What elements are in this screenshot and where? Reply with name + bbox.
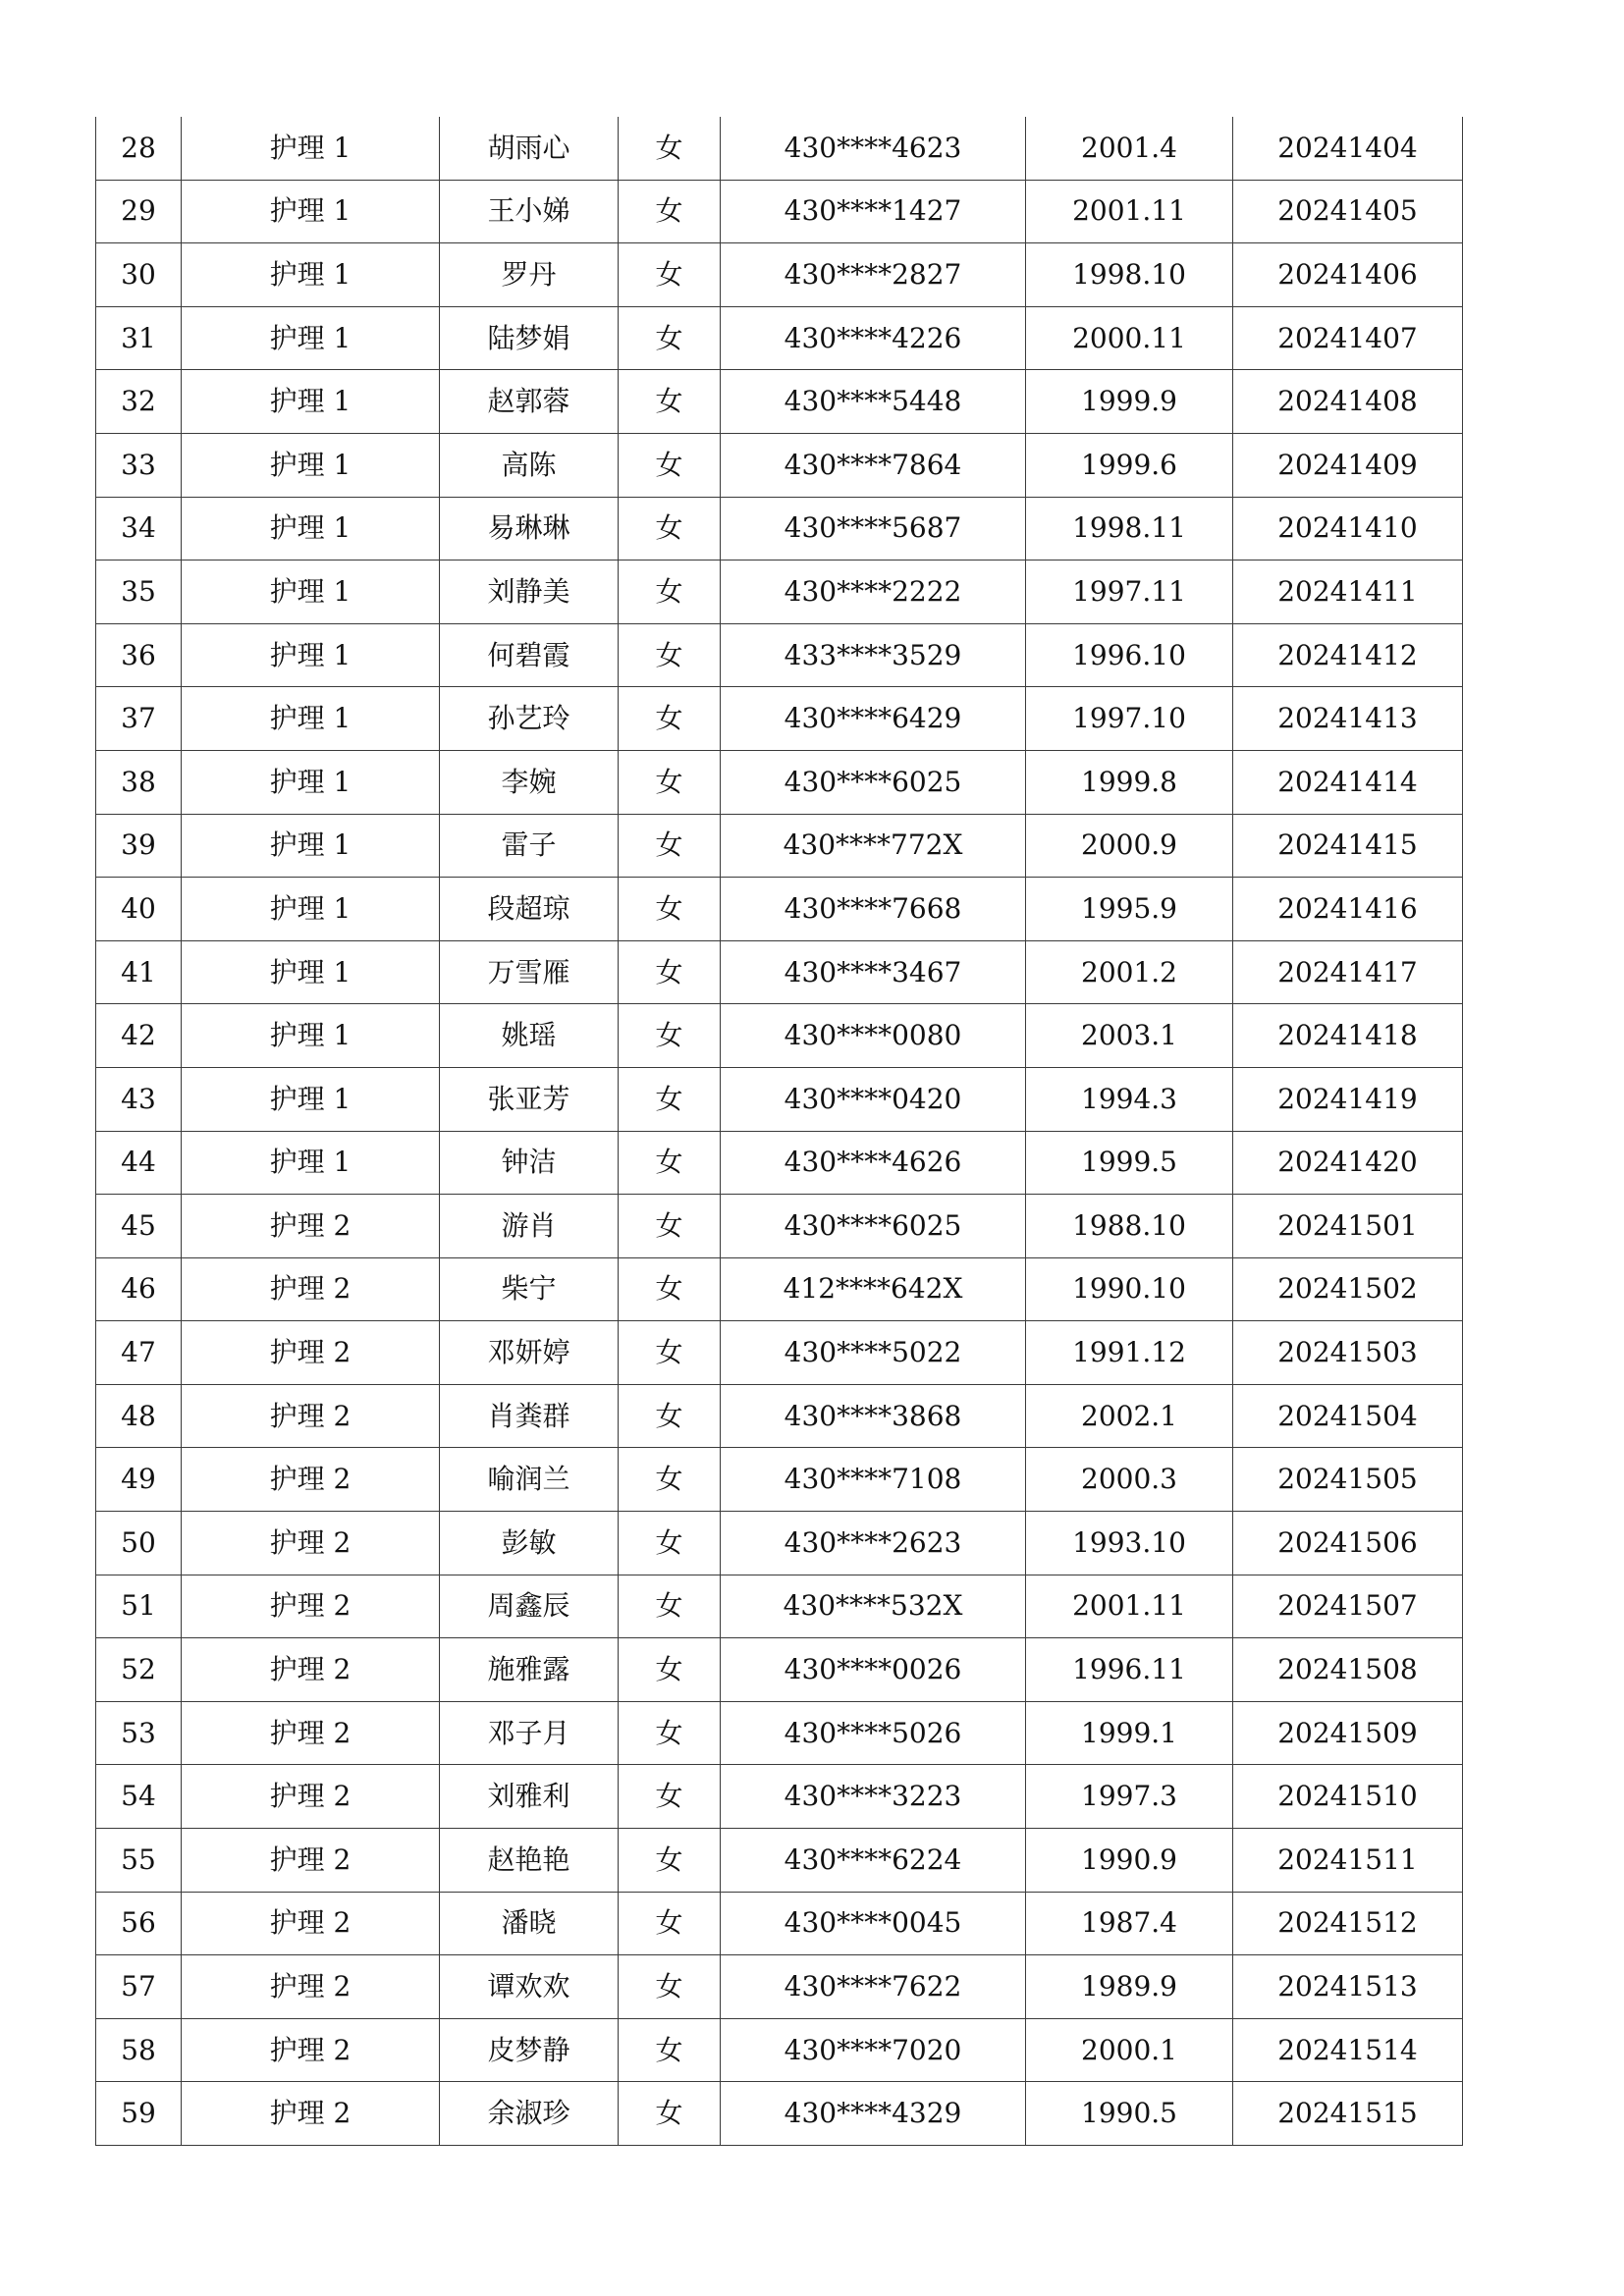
cell-number: 50 [96,1512,182,1575]
table-row [96,180,1463,243]
cell-name: 万雪雁 [440,940,619,1004]
cell-name: 罗丹 [440,243,619,307]
cell-ticket-number: 20241510 [1233,1765,1463,1829]
table-row [96,1955,1463,2019]
cell-name: 孙艺玲 [440,687,619,751]
cell-position: 护理 2 [182,1257,440,1321]
cell-id-number: 430****7622 [721,1955,1026,2019]
cell-birth-date: 1988.10 [1026,1195,1233,1258]
cell-birth-date: 1997.10 [1026,687,1233,751]
cell-ticket-number: 20241417 [1233,940,1463,1004]
cell-position: 护理 1 [182,1004,440,1068]
cell-id-number: 430****2222 [721,561,1026,624]
cell-id-number: 430****0420 [721,1067,1026,1131]
table-row [96,814,1463,878]
cell-gender: 女 [619,561,721,624]
cell-birth-date: 1990.5 [1026,2082,1233,2146]
cell-name: 胡雨心 [440,117,619,180]
cell-birth-date: 1990.9 [1026,1829,1233,1893]
table-row [96,243,1463,307]
cell-ticket-number: 20241502 [1233,1257,1463,1321]
cell-name: 余淑珍 [440,2082,619,2146]
cell-ticket-number: 20241412 [1233,623,1463,687]
cell-position: 护理 1 [182,1131,440,1195]
cell-id-number: 433****3529 [721,623,1026,687]
cell-name: 王小娣 [440,180,619,243]
cell-name: 肖粪群 [440,1384,619,1448]
cell-number: 33 [96,433,182,497]
table-row [96,1829,1463,1893]
cell-number: 41 [96,940,182,1004]
cell-id-number: 430****5026 [721,1701,1026,1765]
cell-gender: 女 [619,1955,721,2019]
cell-name: 高陈 [440,433,619,497]
cell-gender: 女 [619,623,721,687]
cell-name: 刘静美 [440,561,619,624]
cell-gender: 女 [619,687,721,751]
cell-number: 52 [96,1638,182,1702]
cell-name: 赵郭蓉 [440,370,619,434]
table-row [96,1067,1463,1131]
cell-gender: 女 [619,814,721,878]
cell-ticket-number: 20241414 [1233,750,1463,814]
cell-name: 赵艳艳 [440,1829,619,1893]
cell-id-number: 430****5022 [721,1321,1026,1385]
cell-id-number: 430****2827 [721,243,1026,307]
cell-id-number: 430****4623 [721,117,1026,180]
cell-id-number: 430****5448 [721,370,1026,434]
cell-id-number: 430****5687 [721,497,1026,561]
cell-position: 护理 1 [182,623,440,687]
cell-gender: 女 [619,2082,721,2146]
cell-name: 喻润兰 [440,1448,619,1512]
cell-number: 47 [96,1321,182,1385]
table-row [96,1512,1463,1575]
cell-gender: 女 [619,1701,721,1765]
cell-gender: 女 [619,1004,721,1068]
cell-id-number: 430****3467 [721,940,1026,1004]
cell-number: 36 [96,623,182,687]
cell-gender: 女 [619,2018,721,2082]
cell-position: 护理 2 [182,1765,440,1829]
cell-id-number: 430****2623 [721,1512,1026,1575]
table-row [96,370,1463,434]
cell-ticket-number: 20241408 [1233,370,1463,434]
cell-ticket-number: 20241512 [1233,1892,1463,1955]
cell-birth-date: 2001.4 [1026,117,1233,180]
cell-name: 雷子 [440,814,619,878]
cell-name: 邓子月 [440,1701,619,1765]
cell-number: 34 [96,497,182,561]
cell-id-number: 430****6224 [721,1829,1026,1893]
table-row [96,623,1463,687]
cell-position: 护理 2 [182,2018,440,2082]
cell-number: 51 [96,1575,182,1638]
table-row [96,1321,1463,1385]
cell-birth-date: 1998.11 [1026,497,1233,561]
cell-name: 潘晓 [440,1892,619,1955]
cell-ticket-number: 20241501 [1233,1195,1463,1258]
cell-number: 29 [96,180,182,243]
cell-ticket-number: 20241419 [1233,1067,1463,1131]
cell-number: 38 [96,750,182,814]
cell-position: 护理 1 [182,433,440,497]
cell-number: 49 [96,1448,182,1512]
cell-birth-date: 2001.2 [1026,940,1233,1004]
cell-birth-date: 1987.4 [1026,1892,1233,1955]
table-row [96,306,1463,370]
cell-id-number: 430****772X [721,814,1026,878]
cell-number: 56 [96,1892,182,1955]
table-row [96,1638,1463,1702]
cell-number: 43 [96,1067,182,1131]
cell-ticket-number: 20241409 [1233,433,1463,497]
cell-number: 55 [96,1829,182,1893]
cell-gender: 女 [619,1892,721,1955]
cell-name: 谭欢欢 [440,1955,619,2019]
cell-position: 护理 1 [182,370,440,434]
cell-number: 30 [96,243,182,307]
cell-id-number: 430****7108 [721,1448,1026,1512]
cell-id-number: 430****0045 [721,1892,1026,1955]
cell-gender: 女 [619,1638,721,1702]
cell-name: 施雅露 [440,1638,619,1702]
cell-position: 护理 2 [182,1638,440,1702]
cell-birth-date: 1999.1 [1026,1701,1233,1765]
table-row [96,561,1463,624]
cell-birth-date: 2003.1 [1026,1004,1233,1068]
cell-id-number: 430****1427 [721,180,1026,243]
table-row [96,1448,1463,1512]
cell-position: 护理 1 [182,814,440,878]
cell-id-number: 430****7020 [721,2018,1026,2082]
cell-birth-date: 1996.10 [1026,623,1233,687]
cell-gender: 女 [619,878,721,941]
cell-number: 39 [96,814,182,878]
cell-ticket-number: 20241508 [1233,1638,1463,1702]
cell-position: 护理 1 [182,1067,440,1131]
table-row [96,1701,1463,1765]
cell-birth-date: 1991.12 [1026,1321,1233,1385]
table-row [96,1257,1463,1321]
cell-gender: 女 [619,117,721,180]
cell-number: 57 [96,1955,182,2019]
cell-gender: 女 [619,1067,721,1131]
cell-ticket-number: 20241413 [1233,687,1463,751]
cell-ticket-number: 20241405 [1233,180,1463,243]
cell-number: 42 [96,1004,182,1068]
table-row [96,2082,1463,2146]
cell-name: 李婉 [440,750,619,814]
cell-position: 护理 1 [182,306,440,370]
table-row [96,1575,1463,1638]
cell-name: 邓妍婷 [440,1321,619,1385]
cell-number: 59 [96,2082,182,2146]
cell-name: 张亚芳 [440,1067,619,1131]
cell-position: 护理 2 [182,1195,440,1258]
table-row [96,1765,1463,1829]
table-row [96,1195,1463,1258]
cell-id-number: 430****3868 [721,1384,1026,1448]
cell-gender: 女 [619,370,721,434]
cell-name: 钟洁 [440,1131,619,1195]
cell-gender: 女 [619,306,721,370]
cell-gender: 女 [619,243,721,307]
cell-id-number: 430****7668 [721,878,1026,941]
cell-number: 53 [96,1701,182,1765]
cell-birth-date: 1995.9 [1026,878,1233,941]
cell-position: 护理 1 [182,243,440,307]
cell-birth-date: 1997.11 [1026,561,1233,624]
cell-ticket-number: 20241406 [1233,243,1463,307]
cell-position: 护理 2 [182,1384,440,1448]
cell-position: 护理 2 [182,1575,440,1638]
cell-birth-date: 1996.11 [1026,1638,1233,1702]
cell-position: 护理 1 [182,878,440,941]
cell-gender: 女 [619,1384,721,1448]
table-row [96,497,1463,561]
cell-ticket-number: 20241420 [1233,1131,1463,1195]
cell-number: 28 [96,117,182,180]
cell-id-number: 430****0026 [721,1638,1026,1702]
cell-ticket-number: 20241411 [1233,561,1463,624]
table-row [96,433,1463,497]
cell-ticket-number: 20241503 [1233,1321,1463,1385]
table-row [96,750,1463,814]
cell-position: 护理 1 [182,561,440,624]
cell-ticket-number: 20241505 [1233,1448,1463,1512]
cell-gender: 女 [619,1575,721,1638]
cell-birth-date: 2001.11 [1026,1575,1233,1638]
cell-id-number: 430****6429 [721,687,1026,751]
cell-ticket-number: 20241507 [1233,1575,1463,1638]
cell-number: 40 [96,878,182,941]
cell-birth-date: 1999.5 [1026,1131,1233,1195]
table-row [96,687,1463,751]
cell-ticket-number: 20241410 [1233,497,1463,561]
cell-name: 陆梦娟 [440,306,619,370]
cell-ticket-number: 20241514 [1233,2018,1463,2082]
cell-position: 护理 1 [182,497,440,561]
cell-ticket-number: 20241511 [1233,1829,1463,1893]
table-row [96,2018,1463,2082]
cell-number: 31 [96,306,182,370]
cell-ticket-number: 20241513 [1233,1955,1463,2019]
cell-number: 46 [96,1257,182,1321]
cell-position: 护理 2 [182,1892,440,1955]
cell-birth-date: 1994.3 [1026,1067,1233,1131]
cell-position: 护理 1 [182,750,440,814]
cell-number: 48 [96,1384,182,1448]
cell-position: 护理 1 [182,117,440,180]
cell-birth-date: 2000.1 [1026,2018,1233,2082]
cell-position: 护理 2 [182,1448,440,1512]
cell-gender: 女 [619,1765,721,1829]
cell-ticket-number: 20241415 [1233,814,1463,878]
cell-ticket-number: 20241418 [1233,1004,1463,1068]
cell-birth-date: 1999.6 [1026,433,1233,497]
table-row [96,878,1463,941]
cell-ticket-number: 20241407 [1233,306,1463,370]
cell-birth-date: 2000.3 [1026,1448,1233,1512]
cell-number: 35 [96,561,182,624]
cell-id-number: 430****4626 [721,1131,1026,1195]
cell-position: 护理 2 [182,1321,440,1385]
cell-id-number: 430****4226 [721,306,1026,370]
cell-id-number: 430****7864 [721,433,1026,497]
cell-ticket-number: 20241515 [1233,2082,1463,2146]
cell-birth-date: 1999.8 [1026,750,1233,814]
cell-name: 易琳琳 [440,497,619,561]
cell-name: 姚瑶 [440,1004,619,1068]
cell-number: 54 [96,1765,182,1829]
table-row [96,1131,1463,1195]
cell-gender: 女 [619,1131,721,1195]
cell-number: 37 [96,687,182,751]
cell-position: 护理 2 [182,1955,440,2019]
cell-gender: 女 [619,1321,721,1385]
cell-ticket-number: 20241404 [1233,117,1463,180]
cell-gender: 女 [619,1257,721,1321]
cell-id-number: 430****6025 [721,750,1026,814]
cell-ticket-number: 20241506 [1233,1512,1463,1575]
cell-number: 58 [96,2018,182,2082]
cell-ticket-number: 20241504 [1233,1384,1463,1448]
cell-gender: 女 [619,1448,721,1512]
cell-position: 护理 1 [182,180,440,243]
table-body [96,117,1463,2146]
cell-id-number: 430****6025 [721,1195,1026,1258]
cell-birth-date: 2002.1 [1026,1384,1233,1448]
cell-birth-date: 2000.9 [1026,814,1233,878]
cell-ticket-number: 20241416 [1233,878,1463,941]
cell-position: 护理 2 [182,1829,440,1893]
cell-gender: 女 [619,1195,721,1258]
cell-birth-date: 1997.3 [1026,1765,1233,1829]
cell-name: 柴宁 [440,1257,619,1321]
cell-position: 护理 2 [182,1701,440,1765]
cell-name: 何碧霞 [440,623,619,687]
cell-number: 44 [96,1131,182,1195]
cell-gender: 女 [619,940,721,1004]
cell-gender: 女 [619,433,721,497]
cell-gender: 女 [619,1512,721,1575]
cell-birth-date: 1999.9 [1026,370,1233,434]
cell-birth-date: 1989.9 [1026,1955,1233,2019]
table-row [96,1892,1463,1955]
cell-position: 护理 2 [182,1512,440,1575]
cell-birth-date: 1998.10 [1026,243,1233,307]
cell-position: 护理 1 [182,687,440,751]
cell-ticket-number: 20241509 [1233,1701,1463,1765]
cell-gender: 女 [619,497,721,561]
table-row [96,940,1463,1004]
cell-number: 45 [96,1195,182,1258]
cell-number: 32 [96,370,182,434]
cell-id-number: 412****642X [721,1257,1026,1321]
cell-gender: 女 [619,750,721,814]
cell-name: 皮梦静 [440,2018,619,2082]
table-row [96,117,1463,180]
cell-position: 护理 2 [182,2082,440,2146]
cell-name: 彭敏 [440,1512,619,1575]
cell-birth-date: 2000.11 [1026,306,1233,370]
candidate-table [95,117,1463,2146]
cell-name: 刘雅利 [440,1765,619,1829]
cell-position: 护理 1 [182,940,440,1004]
cell-id-number: 430****0080 [721,1004,1026,1068]
cell-name: 段超琼 [440,878,619,941]
cell-id-number: 430****3223 [721,1765,1026,1829]
cell-name: 周鑫辰 [440,1575,619,1638]
cell-birth-date: 2001.11 [1026,180,1233,243]
cell-id-number: 430****4329 [721,2082,1026,2146]
cell-gender: 女 [619,180,721,243]
cell-name: 游肖 [440,1195,619,1258]
cell-birth-date: 1993.10 [1026,1512,1233,1575]
table-row [96,1004,1463,1068]
cell-gender: 女 [619,1829,721,1893]
cell-birth-date: 1990.10 [1026,1257,1233,1321]
table-row [96,1384,1463,1448]
cell-id-number: 430****532X [721,1575,1026,1638]
